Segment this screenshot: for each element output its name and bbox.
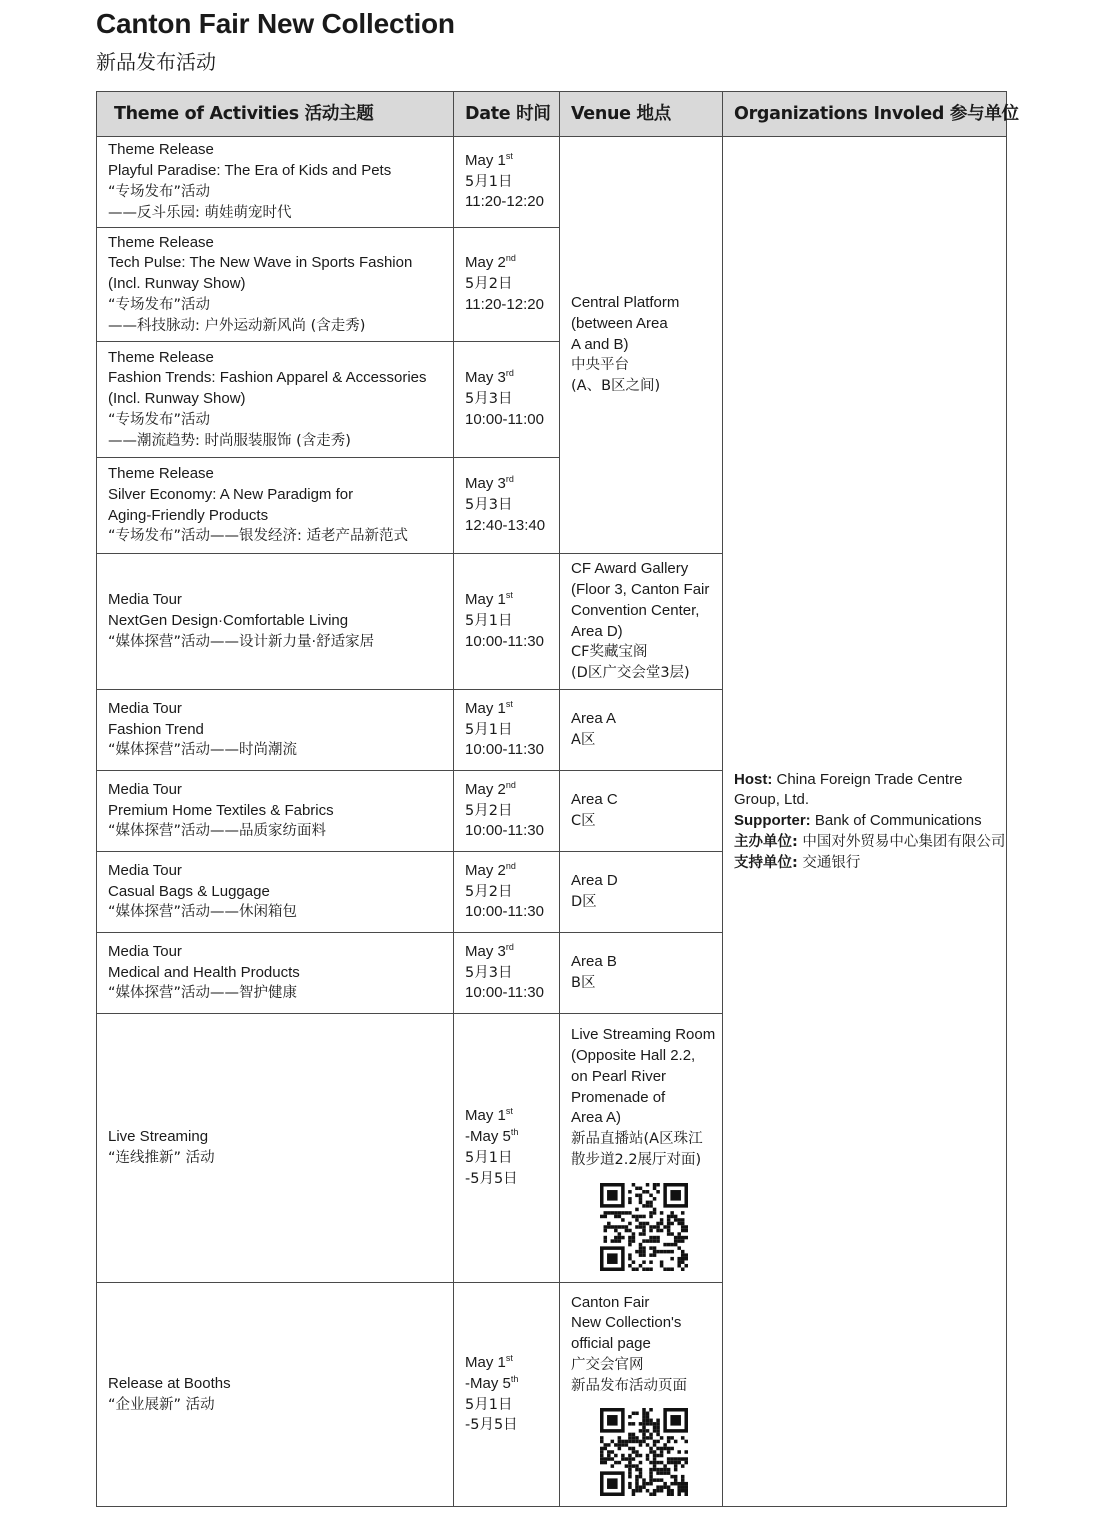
date-cell [454, 137, 560, 228]
venue-cell [560, 771, 723, 852]
date-month: May 3 [465, 369, 506, 387]
theme-line: Tech Pulse: The New Wave in Sports Fashion [108, 254, 413, 272]
org-supporter-cn-label: 支持单位: [734, 854, 798, 871]
date-cn: 5月1日 [465, 613, 513, 630]
theme-line: “媒体探营”活动——休闲箱包 [108, 904, 298, 921]
date-line [465, 1374, 559, 1395]
date-month: May 1 [465, 151, 506, 169]
date-time: 10:00-11:30 [465, 984, 544, 1002]
date-ordinal: nd [505, 779, 516, 790]
date-month: -May 5 [465, 1128, 511, 1146]
venue-line: on Pearl River [571, 1067, 667, 1085]
table-row [97, 137, 1007, 228]
venue-line: New Collection's [571, 1314, 682, 1332]
theme-line: Silver Economy: A New Paradigm for [108, 485, 354, 503]
date-line [465, 253, 559, 274]
venue-line: Area A [571, 710, 617, 728]
theme-line: Aging-Friendly Products [108, 506, 269, 524]
date-time: 10:00-11:30 [465, 903, 544, 921]
date-cell [454, 852, 560, 933]
org-supporter-cn [734, 853, 1006, 874]
page-subtitle: 新品发布活动 [96, 50, 216, 74]
date-month: May 2 [465, 254, 506, 272]
theme-line: ——潮流趋势: 时尚服装服饰 (含走秀) [108, 432, 351, 449]
date-cell [454, 342, 560, 458]
theme-line: Media Tour [108, 780, 182, 798]
theme-line: Release at Booths [108, 1374, 231, 1392]
venue-line: D区 [571, 894, 597, 910]
venue-line: Area D) [571, 622, 623, 640]
date-cell [454, 228, 560, 342]
theme-line: Theme Release [108, 233, 214, 251]
org-supporter-value: Bank of Communications [814, 812, 982, 830]
theme-line: “专场发布”活动 [108, 296, 211, 313]
theme-cell [97, 852, 454, 933]
venue-cell-central-platform [560, 137, 723, 554]
org-host-cn [734, 832, 1006, 853]
venue-line: B区 [571, 975, 596, 991]
venue-line: Promenade of [571, 1088, 666, 1106]
theme-line: “媒体探营”活动——智护健康 [108, 985, 298, 1002]
theme-line: Theme Release [108, 141, 214, 159]
org-supporter-cn-value: 交通银行 [802, 854, 861, 871]
date-month: May 2 [465, 861, 506, 879]
venue-cell [560, 690, 723, 771]
date-line [465, 861, 559, 882]
theme-line: Playful Paradise: The Era of Kids and Pets [108, 162, 392, 180]
theme-line: “媒体探营”活动——设计新力量·舒适家居 [108, 633, 375, 650]
date-ordinal: th [510, 1127, 519, 1138]
date-line [465, 151, 559, 172]
org-host-cn-label: 主办单位: [734, 833, 798, 850]
date-cn: 5月1日 [465, 721, 513, 738]
date-cn: 5月1日 [465, 1150, 513, 1166]
theme-line: “企业展新” 活动 [108, 1396, 215, 1413]
theme-line: “媒体探营”活动——时尚潮流 [108, 742, 298, 759]
date-cell [454, 1283, 560, 1507]
venue-line: 散步道2.2展厅对面) [571, 1151, 702, 1168]
venue-line: (A、B区之间) [571, 378, 661, 395]
date-line [465, 942, 559, 963]
date-month: May 1 [465, 1107, 506, 1125]
date-time: 10:00-11:30 [465, 741, 544, 759]
theme-cell [97, 137, 454, 228]
date-ordinal: st [505, 698, 513, 709]
venue-line: Area A) [571, 1109, 622, 1127]
theme-line: Theme Release [108, 348, 214, 366]
date-time: 11:20-12:20 [465, 193, 544, 211]
theme-line: Theme Release [108, 464, 214, 482]
venue-line: CF奖藏宝阁 [571, 644, 648, 661]
date-month: May 3 [465, 475, 506, 493]
date-cn: -5月5日 [465, 1417, 518, 1434]
date-ordinal: st [505, 1106, 513, 1117]
date-cn: 5月1日 [465, 173, 513, 190]
date-time: 10:00-11:30 [465, 632, 544, 650]
org-supporter [734, 811, 1006, 832]
date-ordinal: st [505, 590, 513, 601]
theme-line: “专场发布”活动 [108, 184, 211, 200]
date-time: 11:20-12:20 [465, 295, 544, 313]
theme-line: Fashion Trends: Fashion Apparel & Accessories [108, 369, 427, 387]
date-cn: 5月3日 [465, 964, 513, 981]
date-line [465, 474, 559, 495]
date-cell [454, 690, 560, 771]
venue-line: 中央平台 [571, 357, 629, 374]
date-cn: 5月2日 [465, 883, 513, 900]
theme-line: Fashion Trend [108, 720, 204, 738]
theme-line: ——反斗乐园: 萌娃萌宠时代 [108, 204, 292, 221]
venue-line: Convention Center, [571, 601, 700, 619]
theme-cell [97, 771, 454, 852]
date-time: 10:00-11:00 [465, 410, 544, 428]
date-ordinal: st [505, 1352, 513, 1363]
header-theme: Theme of Activities 活动主题 [97, 92, 454, 137]
venue-line: Area B [571, 953, 617, 971]
date-ordinal: rd [505, 941, 514, 952]
theme-line: Casual Bags & Luggage [108, 882, 270, 900]
theme-line: Media Tour [108, 591, 182, 609]
date-time: 12:40-13:40 [465, 516, 546, 534]
date-ordinal: rd [505, 474, 514, 485]
org-host [734, 770, 1006, 812]
date-cell [454, 554, 560, 690]
venue-cell [560, 852, 723, 933]
date-line [465, 590, 559, 611]
venue-line: official page [571, 1335, 651, 1353]
theme-line: “专场发布”活动 [108, 411, 211, 428]
date-month: May 3 [465, 942, 506, 960]
date-line [465, 699, 559, 720]
date-ordinal: rd [505, 368, 514, 379]
date-cell [454, 771, 560, 852]
date-line [465, 780, 559, 801]
date-ordinal: st [505, 150, 513, 161]
date-cell [454, 933, 560, 1014]
theme-line: NextGen Design·Comfortable Living [108, 612, 349, 630]
date-month: -May 5 [465, 1374, 511, 1392]
theme-line: Media Tour [108, 699, 182, 717]
venue-line: Central Platform [571, 294, 680, 311]
theme-line: Medical and Health Products [108, 963, 300, 981]
venue-line: Live Streaming Room [571, 1026, 716, 1044]
date-cn: 5月3日 [465, 391, 513, 408]
date-month: May 1 [465, 1353, 506, 1371]
date-ordinal: nd [505, 253, 516, 264]
theme-line: “专场发布”活动——银发经济: 适老产品新范式 [108, 528, 409, 545]
theme-cell [97, 342, 454, 458]
venue-line: A区 [571, 732, 596, 748]
venue-line: Area C [571, 791, 618, 809]
theme-cell [97, 1283, 454, 1507]
header-date: Date 时间 [454, 92, 560, 137]
date-time: 10:00-11:30 [465, 822, 544, 840]
theme-cell [97, 1014, 454, 1283]
venue-line: (between Area [571, 314, 668, 332]
theme-line: Media Tour [108, 861, 182, 879]
date-ordinal: nd [505, 860, 516, 871]
qr-code-icon[interactable] [600, 1408, 688, 1496]
venue-line: C区 [571, 813, 596, 829]
organizations-cell [723, 137, 1007, 1507]
date-ordinal: th [510, 1373, 519, 1384]
header-organizations: Organizations Involed 参与单位 [723, 92, 1007, 137]
theme-cell [97, 458, 454, 554]
date-cell [454, 458, 560, 554]
theme-line: Live Streaming [108, 1128, 209, 1146]
venue-cell [560, 554, 723, 690]
theme-cell [97, 933, 454, 1014]
date-cn: 5月1日 [465, 1396, 513, 1413]
date-cn: 5月2日 [465, 276, 513, 293]
venue-cell [560, 1283, 723, 1507]
date-cn: -5月5日 [465, 1170, 518, 1187]
date-line [465, 1353, 559, 1374]
table-header-row [97, 92, 1007, 137]
theme-line: ——科技脉动: 户外运动新风尚 (含走秀) [108, 317, 366, 334]
theme-line: “连线推新” 活动 [108, 1150, 215, 1166]
theme-line: Premium Home Textiles & Fabrics [108, 801, 334, 819]
date-cn: 5月2日 [465, 802, 513, 819]
date-cell [454, 1014, 560, 1283]
theme-line: (Incl. Runway Show) [108, 390, 246, 408]
qr-code-icon [600, 1183, 688, 1271]
venue-line: (Opposite Hall 2.2, [571, 1047, 696, 1064]
theme-cell [97, 228, 454, 342]
venue-line: (Floor 3, Canton Fair [571, 580, 710, 598]
venue-line: 广交会官网 [571, 1356, 644, 1373]
date-cn: 5月3日 [465, 497, 513, 514]
theme-line: (Incl. Runway Show) [108, 275, 246, 293]
page-title: Canton Fair New Collection [96, 8, 455, 39]
header-venue: Venue 地点 [560, 92, 723, 137]
venue-line: 新品发布活动页面 [571, 1377, 687, 1394]
date-line [465, 1127, 559, 1148]
date-month: May 1 [465, 591, 506, 609]
org-supporter-label: Supporter: [734, 812, 811, 830]
venue-line: Area D [571, 872, 618, 890]
theme-cell [97, 690, 454, 771]
activity-schedule-table [96, 91, 1019, 1507]
venue-cell [560, 1014, 723, 1283]
venue-line: CF Award Gallery [571, 560, 689, 578]
theme-line: “媒体探营”活动——品质家纺面料 [108, 823, 327, 840]
org-host-label: Host: [734, 770, 773, 788]
date-line [465, 1106, 559, 1127]
venue-line: (D区广交会堂3层) [571, 665, 690, 682]
theme-line: Media Tour [108, 942, 182, 960]
org-host-cn-value: 中国对外贸易中心集团有限公司 [802, 833, 1006, 850]
date-month: May 2 [465, 780, 506, 798]
venue-cell [560, 933, 723, 1014]
venue-line: 新品直播站(A区珠江 [571, 1131, 703, 1148]
venue-line: A and B) [571, 335, 629, 353]
org-host-value: China Foreign Trade Centre Group, Ltd. [734, 770, 963, 809]
date-month: May 1 [465, 699, 506, 717]
date-line [465, 368, 559, 389]
theme-cell [97, 554, 454, 690]
venue-line: Canton Fair [571, 1293, 650, 1311]
